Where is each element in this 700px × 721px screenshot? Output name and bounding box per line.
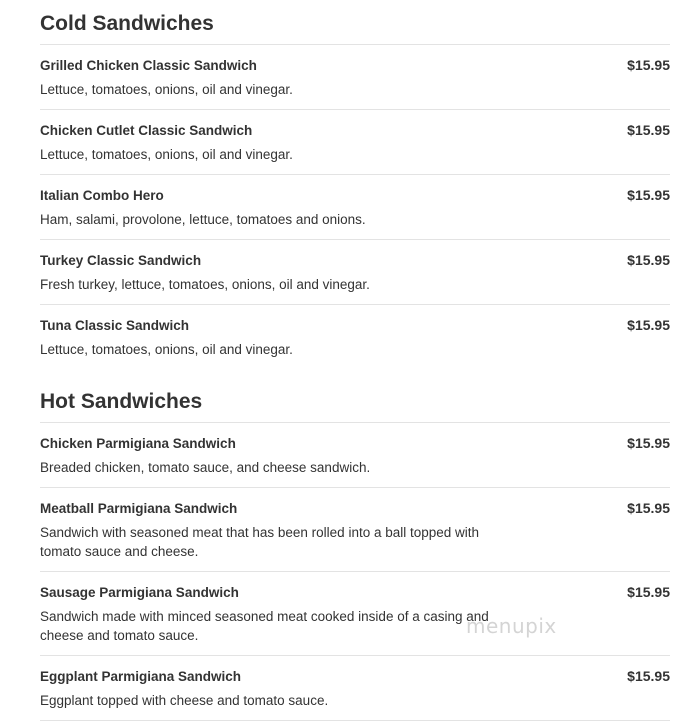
menu-items-list: [40, 422, 670, 721]
item-description: Sandwich with seasoned meat that has been rolled into a ball topped with tomato sauce and cheese.: [40, 525, 480, 559]
section-hot-sandwiches: [40, 388, 670, 721]
item-description: Sandwich made with minced seasoned meat cooked inside of a casing and cheese and tomato sauce.: [40, 609, 489, 643]
menu-item[interactable]: [40, 175, 670, 240]
item-name: Turkey Classic Sandwich: [40, 253, 202, 268]
item-name: Chicken Parmigiana Sandwich: [40, 436, 236, 451]
menu-item[interactable]: [40, 45, 670, 110]
item-description: Fresh turkey, lettuce, tomatoes, onions, oil and vinegar.: [40, 277, 370, 292]
menupix-watermark: menupix: [466, 614, 557, 638]
item-name: Eggplant Parmigiana Sandwich: [40, 669, 242, 684]
section-title: Hot Sandwiches: [40, 390, 203, 413]
item-price: $15.95: [627, 584, 670, 600]
menu-item[interactable]: [40, 656, 670, 721]
item-description: Breaded chicken, tomato sauce, and cheese sandwich.: [40, 460, 371, 475]
item-price: $15.95: [627, 435, 670, 451]
menu-item[interactable]: [40, 110, 670, 175]
item-name: Meatball Parmigiana Sandwich: [40, 501, 238, 516]
item-description: Ham, salami, provolone, lettuce, tomatoes and onions.: [40, 212, 366, 227]
item-description: Eggplant topped with cheese and tomato sauce.: [40, 693, 329, 708]
menu: [40, 0, 670, 721]
item-description: Lettuce, tomatoes, onions, oil and vinegar.: [40, 82, 293, 97]
item-name: Sausage Parmigiana Sandwich: [40, 585, 239, 600]
item-price: $15.95: [627, 252, 670, 268]
section-title: Cold Sandwiches: [40, 12, 214, 35]
menu-item[interactable]: [40, 572, 670, 656]
item-name: Grilled Chicken Classic Sandwich: [40, 58, 257, 73]
item-name: Chicken Cutlet Classic Sandwich: [40, 123, 253, 138]
item-description: Lettuce, tomatoes, onions, oil and vinegar.: [40, 147, 293, 162]
menu-items-list: [40, 44, 670, 369]
item-description: Lettuce, tomatoes, onions, oil and vinegar.: [40, 342, 293, 357]
menu-item[interactable]: [40, 240, 670, 305]
item-price: $15.95: [627, 57, 670, 73]
item-price: $15.95: [627, 668, 670, 684]
menu-item[interactable]: [40, 305, 670, 369]
item-price: $15.95: [627, 122, 670, 138]
item-price: $15.95: [627, 500, 670, 516]
item-name: Italian Combo Hero: [40, 188, 164, 203]
menu-item[interactable]: [40, 488, 670, 572]
item-name: Tuna Classic Sandwich: [40, 318, 190, 333]
menu-item[interactable]: [40, 423, 670, 488]
item-price: $15.95: [627, 317, 670, 333]
section-cold-sandwiches: [40, 0, 670, 369]
item-price: $15.95: [627, 187, 670, 203]
